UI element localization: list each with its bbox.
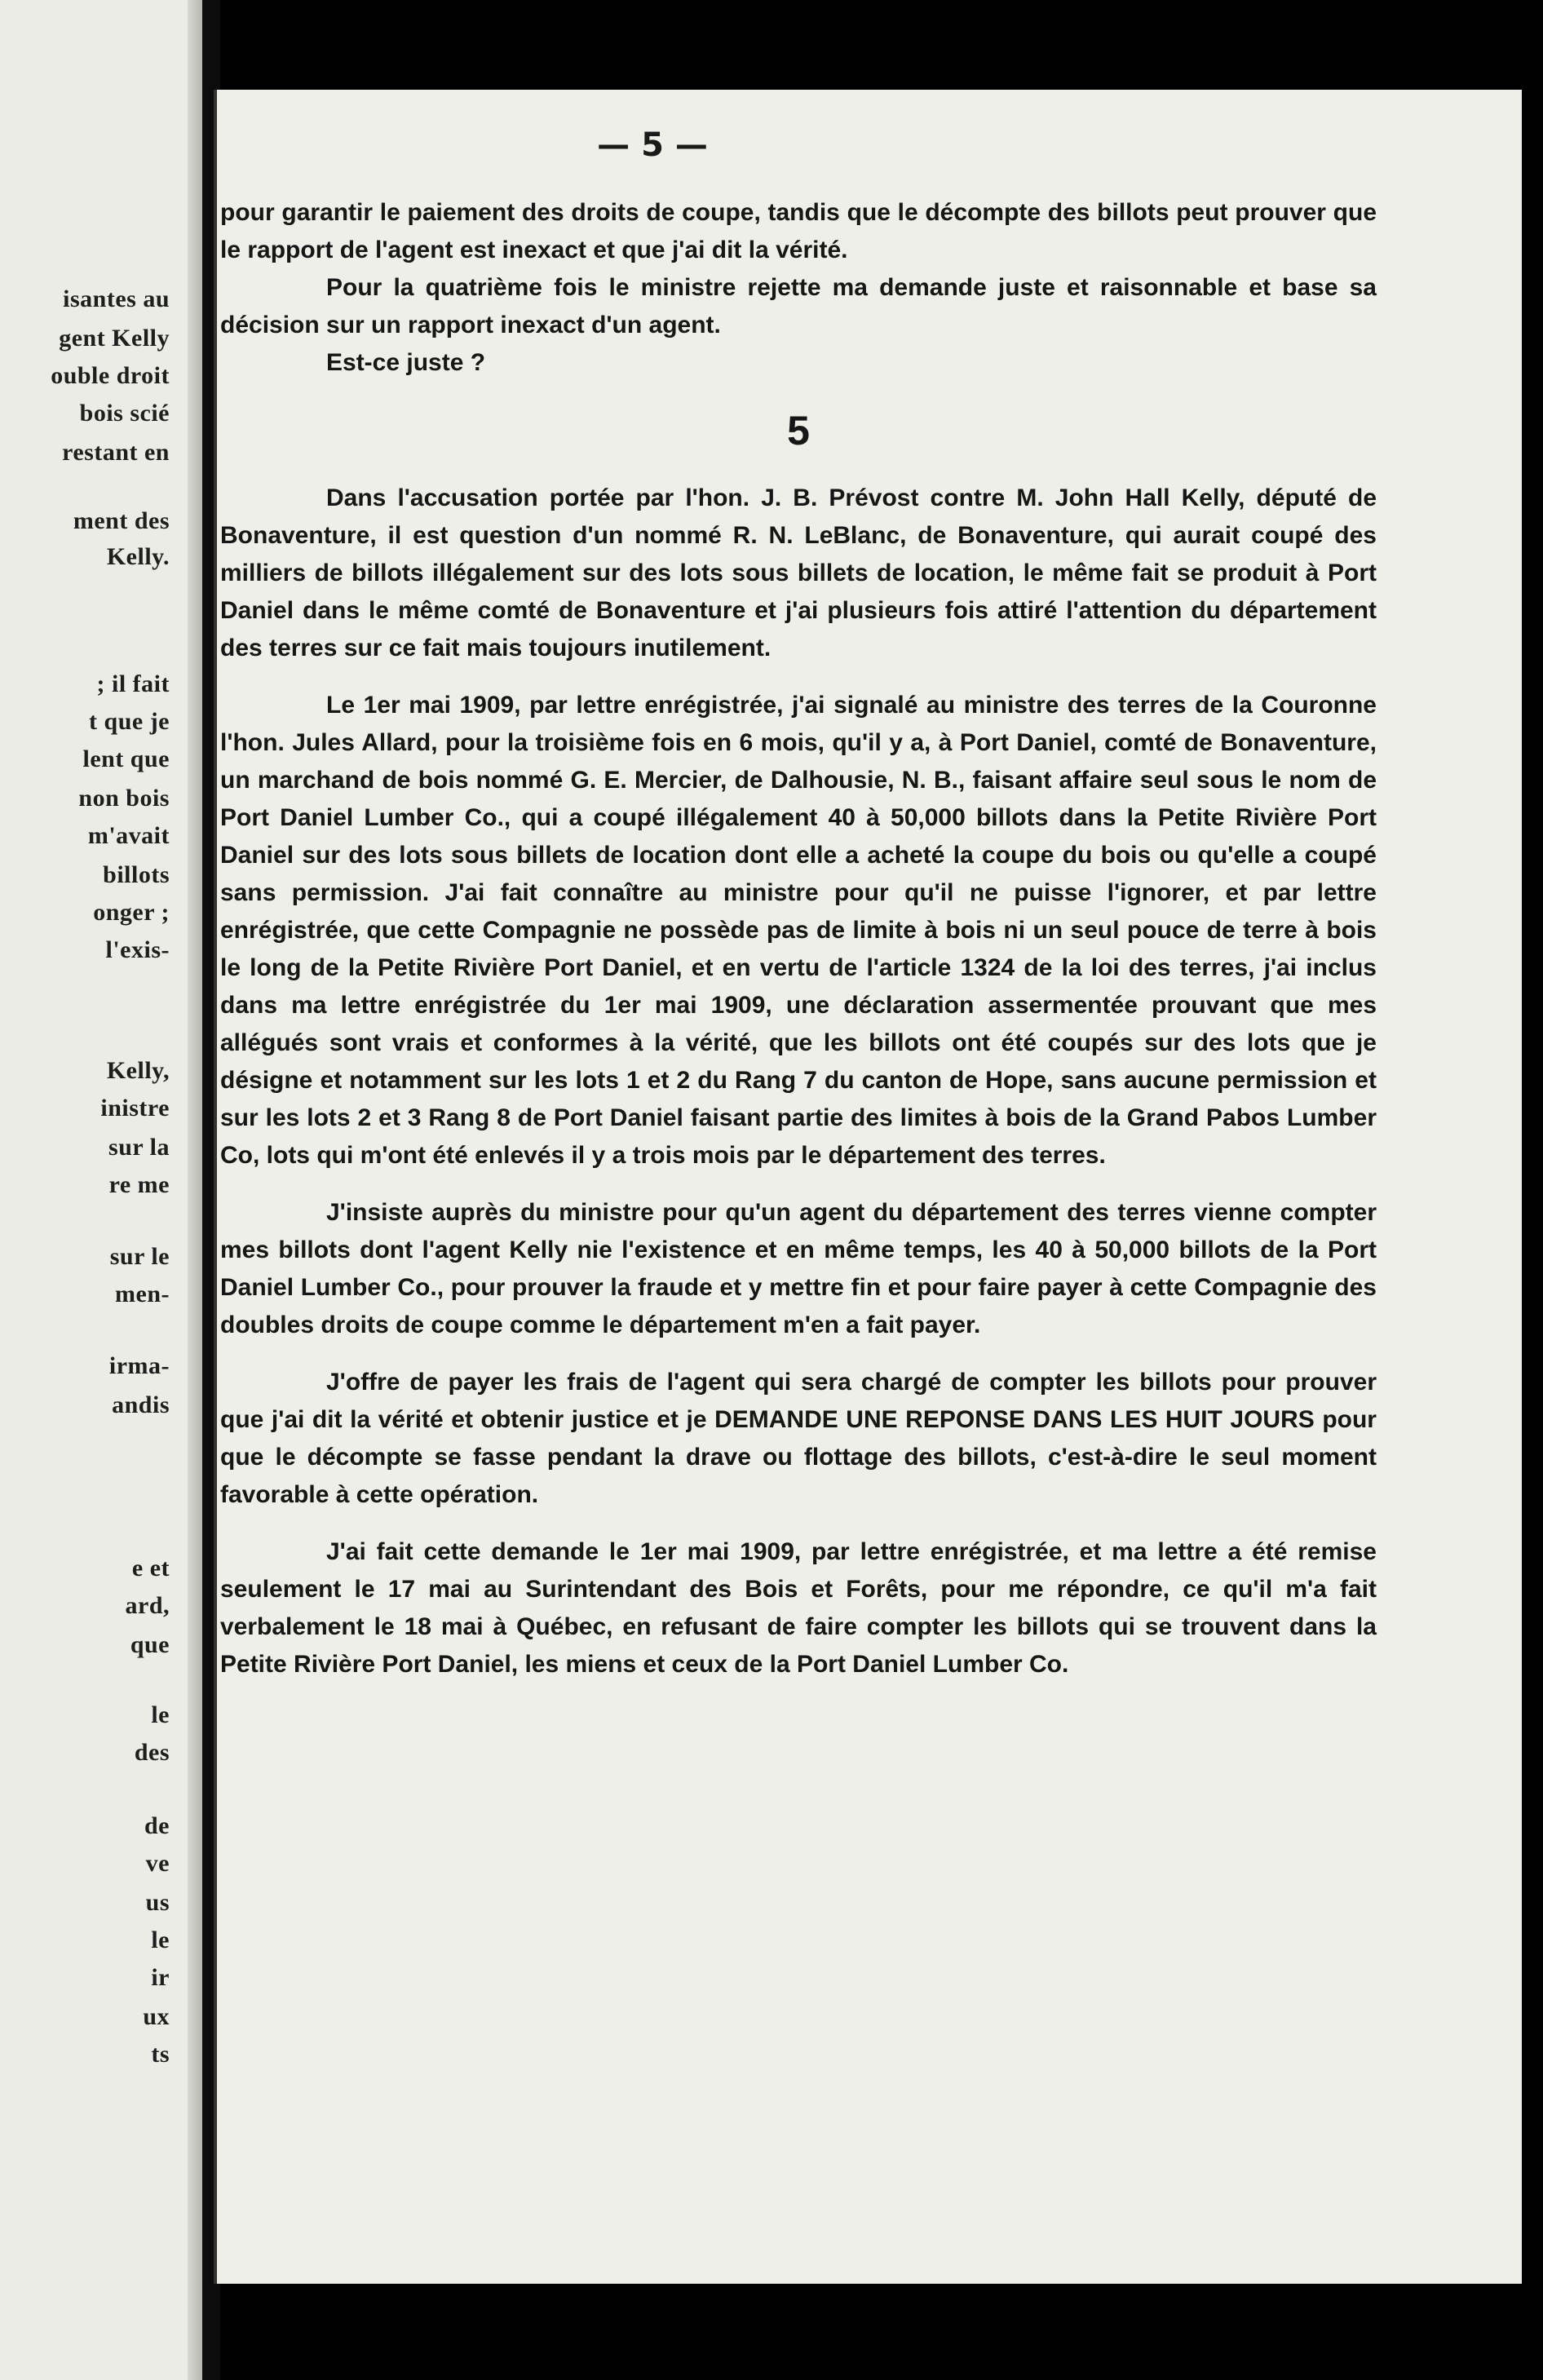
left-page-line: ard, xyxy=(125,1592,170,1619)
left-page-line: us xyxy=(145,1889,170,1916)
left-page-line: irma- xyxy=(108,1352,170,1379)
left-page-line: andis xyxy=(112,1391,170,1418)
left-page-line: e et xyxy=(131,1555,170,1582)
left-page-line: l'exis- xyxy=(105,936,170,963)
left-page-line: men- xyxy=(115,1281,170,1307)
left-page-line: Kelly, xyxy=(106,1057,170,1084)
paragraph-3: Est-ce juste ? xyxy=(326,349,486,376)
paragraph-7-text-b: pour que le décompte se fasse pendant la drave ou flottage des billots, c'est-à-dire le seul moment favorable à cette opération. xyxy=(220,1406,1377,1508)
left-page-line: isantes au xyxy=(63,285,170,312)
left-page-line: ouble droit xyxy=(51,362,170,389)
left-page-line: non bois xyxy=(78,785,170,812)
paragraph-7-text-a: J'offre de payer les frais de l'agent qui sera chargé de compter les billots pour prouver que j'ai dit la vérité et obtenir justice et je xyxy=(220,1369,1377,1433)
left-page-line: billots xyxy=(103,861,170,888)
left-page-fragment xyxy=(0,0,202,2380)
left-page-line: t que je xyxy=(89,708,170,735)
left-page-line: ve xyxy=(145,1850,170,1877)
left-page-line: sur la xyxy=(108,1134,170,1161)
paragraph-6: J'insiste auprès du ministre pour qu'un agent du département des terres vienne compter mes billots dont l'agent Kelly nie l'existence et en même temps, les 40 à 50,000 billots de la Port Daniel Lumber Co., pour prouver la fraude et y mettre fin et pour faire payer à cette Compagnie des doubles droits de coupe comme le département m'en a fait payer. xyxy=(220,1199,1377,1338)
left-page-line: restant en xyxy=(62,439,170,466)
left-page-line: ment des xyxy=(73,507,170,534)
left-page-line: ; il fait xyxy=(96,670,170,697)
left-page-line: inistre xyxy=(100,1095,170,1121)
left-page-line: sur le xyxy=(109,1243,170,1270)
page-gutter xyxy=(188,0,202,2380)
left-page-line: onger ; xyxy=(93,899,170,926)
page-number: — 5 — xyxy=(597,126,708,164)
paragraph-8: J'ai fait cette demande le 1er mai 1909, par lettre enrégistrée, et ma lettre a été remise seulement le 17 mai au Surintendant des Bois et Forêts, pour me répondre, ce qu'il m'a fait verbalement le 18 mai à Québec, en refusant de faire compter les billots qui se trouvent dans la Petite Rivière Port Daniel, les miens et ceux de la Port Daniel Lumber Co. xyxy=(220,1538,1377,1678)
left-page-line: gent Kelly xyxy=(59,325,170,352)
left-page-line: que xyxy=(130,1631,170,1658)
left-page-line: le xyxy=(151,1701,170,1728)
left-page-line: m'avait xyxy=(87,822,170,849)
left-page-line: des xyxy=(134,1739,170,1766)
left-page-line: de xyxy=(144,1812,170,1839)
paragraph-5: Le 1er mai 1909, par lettre enrégistrée, j'ai signalé au ministre des terres de la Couronne l'hon. Jules Allard, pour la troisième fois en 6 mois, qu'il y a, à Port Daniel, comté de Bonaventure, un marchand de bois nommé G. E. Mercier, de Dalhousie, N. B., faisant affaire seul sous le nom de Port Daniel Lumber Co., qui a coupé illégalement 40 à 50,000 billots dans la Petite Rivière Port Daniel sur des lots sous billets de location dont elle a acheté la coupe du bois ou qu'elle a coupé sans permission. J'ai fait connaître au ministre pour qu'il ne puisse l'ignorer, et par lettre enrégistrée, que cette Compagnie ne possède pas de limite à bois ni un seul pouce de terre à bois le long de la Petite Rivière Port Daniel, et en vertu de l'article 1324 de la loi des terres, j'ai inclus dans ma lettre enrégistrée du 1er mai 1909, une déclaration assermentée prouvant que mes allégués sont vrais et conformes à la vérité, que les billots ont été coupés sur des lots que je désigne et notamment sur les lots 1 et 2 du Rang 7 du canton de Hope, sans aucune permission et sur les lots 2 et 3 Rang 8 de Port Daniel faisant partie des limites à bois de la Grand Pabos Lumber Co, lots qui m'ont été enlevés il y a trois mois par le département des terres. xyxy=(220,692,1377,1169)
left-page-line: re me xyxy=(108,1171,170,1198)
paragraph-1: pour garantir le paiement des droits de coupe, tandis que le décompte des billots peut prouver que le rapport de l'agent est inexact et que j'ai dit la vérité. xyxy=(220,199,1377,263)
left-page-line: ux xyxy=(143,2003,170,2030)
left-page-line: Kelly. xyxy=(106,543,170,570)
left-page-line: ts xyxy=(151,2041,170,2068)
left-page-line: ir xyxy=(151,1964,170,1991)
paragraph-7 xyxy=(220,1364,1377,1514)
left-page-line: lent que xyxy=(82,745,170,772)
paragraph-7-emphasis: DEMANDE UNE REPONSE DANS LES HUIT JOURS xyxy=(714,1406,1315,1433)
paragraph-4: Dans l'accusation portée par l'hon. J. B. Prévost contre M. John Hall Kelly, député de Bonaventure, il est question d'un nommé R. N. LeBlanc, de Bonaventure, qui aurait coupé des milliers de billots illégalement sur des lots sous billets de location, le même fait se produit à Port Daniel dans le même comté de Bonaventure et j'ai plusieurs fois attiré l'attention du département des terres sur ce fait mais toujours inutilement. xyxy=(220,484,1377,661)
left-page-line: le xyxy=(151,1927,170,1953)
document-body xyxy=(220,194,1377,1683)
left-page-line: bois scié xyxy=(79,400,170,427)
section-number: 5 xyxy=(787,408,810,453)
paragraph-2: Pour la quatrième fois le ministre rejette ma demande juste et raisonnable et base sa décision sur un rapport inexact d'un agent. xyxy=(220,274,1377,338)
